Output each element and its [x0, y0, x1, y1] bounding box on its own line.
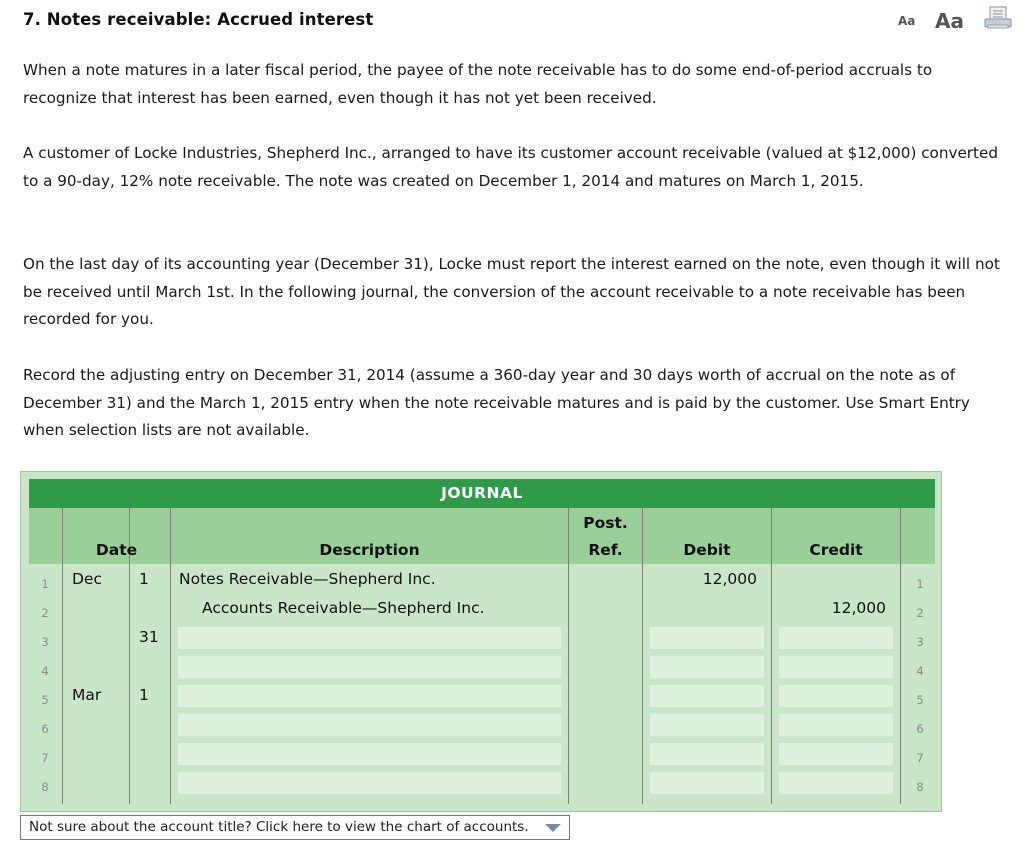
row-number-right: 6 [916, 722, 924, 736]
row-1-month: Dec [72, 570, 102, 588]
row-7-debit-input[interactable] [649, 742, 765, 766]
row-number-left: 6 [41, 722, 49, 736]
row-2-description: Accounts Receivable—Shepherd Inc. [202, 599, 485, 617]
row-5-description-input[interactable] [177, 684, 562, 708]
row-3-day: 31 [139, 628, 159, 646]
journal-panel [20, 471, 942, 812]
print-icon[interactable] [983, 6, 1013, 30]
journal-title: JOURNAL [29, 479, 935, 508]
row-number-left: 1 [41, 577, 49, 591]
row-number-left: 3 [41, 635, 49, 649]
post-ref-header-line1: Post. [583, 514, 628, 532]
row-number-left: 7 [41, 751, 49, 765]
header [23, 10, 1013, 34]
row-number-left: 2 [41, 606, 49, 620]
row-6-credit-input[interactable] [778, 713, 894, 737]
row-3-debit-input[interactable] [649, 626, 765, 650]
row-number-left: 4 [41, 664, 49, 678]
intro-paragraph: When a note matures in a later fiscal period, the payee of the note receivable has to do some end-of-period accruals to recognize that interest has been earned, even though it has not yet been received. [23, 61, 933, 107]
row-1-description: Notes Receivable—Shepherd Inc. [179, 570, 436, 588]
post-ref-header-line2: Ref. [588, 541, 623, 559]
row-number-left: 5 [41, 693, 49, 707]
row-3-description-input[interactable] [177, 626, 562, 650]
date-header: Date [95, 541, 138, 559]
row-3-credit-input[interactable] [778, 626, 894, 650]
row-number-right: 4 [916, 664, 924, 678]
font-size-increase-button[interactable]: Aa [935, 9, 964, 33]
chart-of-accounts-link-text: Not sure about the account title? Click here to view the chart of accounts. [29, 819, 529, 835]
row-6-description-input[interactable] [177, 713, 562, 737]
row-8-debit-input[interactable] [649, 771, 765, 795]
row-number-left: 8 [41, 780, 49, 794]
row-5-month: Mar [72, 686, 102, 704]
row-number-right: 7 [916, 751, 924, 765]
row-number-right: 3 [916, 635, 924, 649]
row-number-right: 8 [916, 780, 924, 794]
row-8-credit-input[interactable] [778, 771, 894, 795]
instructions-paragraph: Record the adjusting entry on December 31, 2014 (assume a 360-day year and 30 days worth of accrual on the note as of December 31) and the March 1, 2015 entry when the note receivable matures and is paid by the customer. Use Smart Entry when selection lists are not available. [23, 366, 970, 440]
row-5-day: 1 [139, 686, 149, 704]
font-size-decrease-button[interactable]: Aa [898, 14, 916, 28]
row-4-description-input[interactable] [177, 655, 562, 679]
description-header: Description [319, 541, 420, 559]
row-5-credit-input[interactable] [778, 684, 894, 708]
row-8-description-input[interactable] [177, 771, 562, 795]
row-6-debit-input[interactable] [649, 713, 765, 737]
row-number-right: 1 [916, 577, 924, 591]
row-1-debit: 12,000 [702, 570, 757, 588]
row-7-description-input[interactable] [177, 742, 562, 766]
row-5-debit-input[interactable] [649, 684, 765, 708]
debit-header: Debit [683, 541, 731, 559]
row-4-debit-input[interactable] [649, 655, 765, 679]
credit-header: Credit [809, 541, 863, 559]
page-title: 7. Notes receivable: Accrued interest [23, 10, 374, 29]
row-1-day: 1 [139, 570, 149, 588]
row-number-right: 2 [916, 606, 924, 620]
chart-of-accounts-dropdown[interactable] [20, 815, 570, 840]
row-number-right: 5 [916, 693, 924, 707]
row-7-credit-input[interactable] [778, 742, 894, 766]
row-2-credit: 12,000 [831, 599, 886, 617]
journal-grid [29, 508, 935, 804]
row-4-credit-input[interactable] [778, 655, 894, 679]
scenario-paragraph: A customer of Locke Industries, Shepherd Inc., arranged to have its customer account receivable (valued at $12,000) converted to a 90-day, 12% note receivable. The note was created on December 1, 2014 and matures on March 1, 2015. [23, 144, 998, 190]
chevron-down-icon [545, 824, 561, 832]
context-paragraph: On the last day of its accounting year (December 31), Locke must report the interest earned on the note, even though it will not be received until March 1st. In the following journal, the conversion of the account receivable to a note receivable has been recorded for you. [23, 255, 1000, 329]
column-divider [900, 508, 901, 804]
